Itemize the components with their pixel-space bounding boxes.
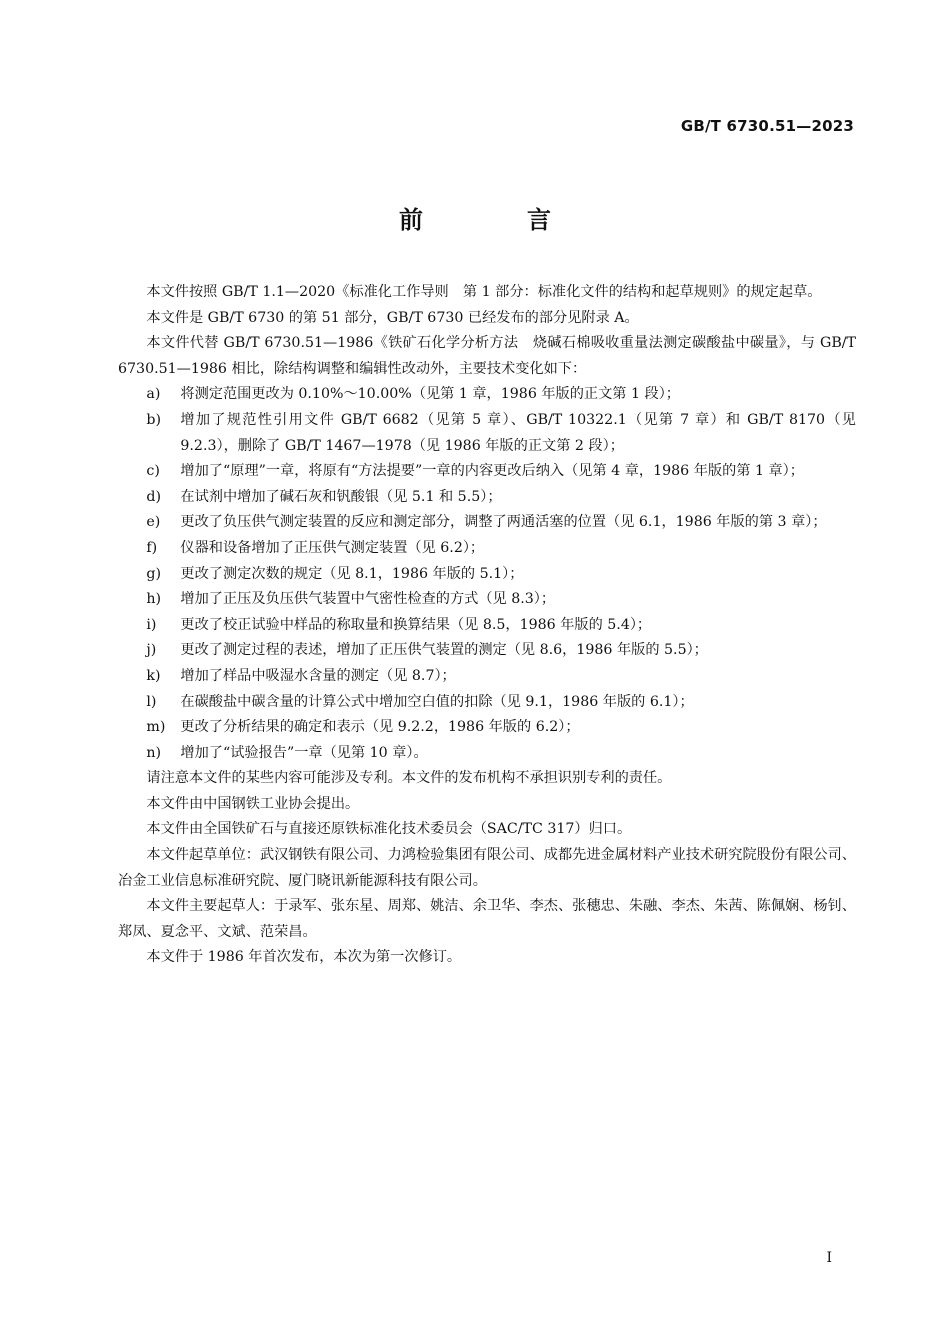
list-item [118, 536, 856, 562]
list-item [118, 485, 856, 511]
list-item [118, 715, 856, 741]
paragraph-drafters: 本文件主要起草人：于录军、张东星、周郑、姚洁、余卫华、李杰、张穗忠、朱融、李杰、朱茜、陈佩娴、杨钊、郑凤、夏念平、文斌、范荣昌。 [118, 898, 856, 940]
paragraph-committee: 本文件由全国铁矿石与直接还原铁标准化技术委员会（SAC/TC 317）归口。 [146, 821, 632, 838]
paragraph-history: 本文件于 1986 年首次发布，本次为第一次修订。 [146, 949, 462, 966]
foreword-body [118, 280, 856, 971]
list-item-label: e) [146, 514, 161, 531]
page-title: 前 言 [399, 206, 591, 234]
list-item [118, 638, 856, 664]
list-item-text: 将测定范围更改为 0.10%～10.00%（见第 1 章，1986 年版的正文第 1 段）； [180, 386, 680, 403]
paragraph-drafting-rules: 本文件按照 GB/T 1.1—2020《标准化工作导则 第 1 部分：标准化文件的结构和起草规则》的规定起草。 [146, 284, 822, 300]
list-item-text: 增加了样品中吸湿水含量的测定（见 8.7）； [180, 667, 456, 684]
document-code: GB/T 6730.51—2023 [680, 117, 854, 135]
changes-list [118, 382, 856, 766]
list-item-label: m) [146, 719, 166, 736]
list-item-label: f) [146, 539, 158, 556]
list-item [118, 562, 856, 588]
list-item [118, 613, 856, 639]
list-item-label: a) [146, 386, 161, 403]
list-item-text: 更改了负压供气测定装置的反应和测定部分，调整了两通活塞的位置（见 6.1，1986 年版的第 3 章）； [180, 514, 827, 531]
list-item-label: j) [146, 642, 157, 659]
list-item [118, 741, 856, 767]
list-item [118, 382, 856, 408]
paragraph-proposer: 本文件由中国钢铁工业协会提出。 [146, 795, 360, 812]
paragraph-patent-notice: 请注意本文件的某些内容可能涉及专利。本文件的发布机构不承担识别专利的责任。 [146, 770, 672, 787]
list-item [118, 690, 856, 716]
list-item [118, 459, 856, 485]
list-item-label: g) [146, 565, 162, 582]
list-item-text: 增加了“试验报告”一章（见第 10 章）。 [180, 744, 428, 761]
paragraph-replacement: 本文件代替 GB/T 6730.51—1986《铁矿石化学分析方法 烧碱石棉吸收重量法测定碳酸盐中碳量》，与 GB/T 6730.51—1986 相比，除结构调整和编辑性改动外，主要技术变化如下： [118, 335, 856, 377]
list-item-text: 更改了测定次数的规定（见 8.1，1986 年版的 5.1）； [180, 565, 524, 582]
list-item-text: 增加了“原理”一章，将原有“方法提要”一章的内容更改后纳入（见第 4 章，1986 年版的第 1 章）； [180, 463, 804, 480]
list-item [118, 664, 856, 690]
list-item-text: 仪器和设备增加了正压供气测定装置（见 6.2）； [180, 539, 485, 556]
list-item-label: b) [146, 411, 162, 428]
list-item-text: 更改了分析结果的确定和表示（见 9.2.2，1986 年版的 6.2）； [180, 719, 580, 736]
list-item-text: 增加了规范性引用文件 GB/T 6682（见第 5 章）、GB/T 10322.1（见第 7 章）和 GB/T 8170（见 9.2.3），删除了 GB/T 1467—1978（见 1986 年版的正文第 2 段）； [180, 411, 856, 454]
list-item-label: d) [146, 488, 162, 505]
page-number: I [826, 1250, 832, 1266]
paragraph-drafting-units: 本文件起草单位：武汉钢铁有限公司、力鸿检验集团有限公司、成都先进金属材料产业技术研究院股份有限公司、冶金工业信息标准研究院、厦门晓讯新能源科技有限公司。 [118, 847, 856, 889]
list-item [118, 408, 856, 459]
list-item-label: i) [146, 616, 157, 633]
list-item [118, 510, 856, 536]
list-item-label: c) [146, 463, 160, 480]
list-item-text: 在碳酸盐中碳含量的计算公式中增加空白值的扣除（见 9.1，1986 年版的 6.1）； [180, 693, 694, 710]
list-item-text: 在试剂中增加了碱石灰和钒酸银（见 5.1 和 5.5）； [180, 488, 502, 505]
list-item [118, 587, 856, 613]
list-item-label: h) [146, 591, 162, 608]
list-item-text: 更改了校正试验中样品的称取量和换算结果（见 8.5，1986 年版的 5.4）； [180, 616, 652, 633]
list-item-text: 更改了测定过程的表述，增加了正压供气装置的测定（见 8.6，1986 年版的 5.5）； [180, 642, 708, 659]
paragraph-part-info: 本文件是 GB/T 6730 的第 51 部分，GB/T 6730 已经发布的部分见附录 A。 [146, 309, 639, 326]
list-item-label: l) [146, 693, 157, 710]
list-item-text: 增加了正压及负压供气装置中气密性检查的方式（见 8.3）； [180, 591, 556, 608]
list-item-label: k) [146, 667, 161, 684]
list-item-label: n) [146, 744, 162, 761]
